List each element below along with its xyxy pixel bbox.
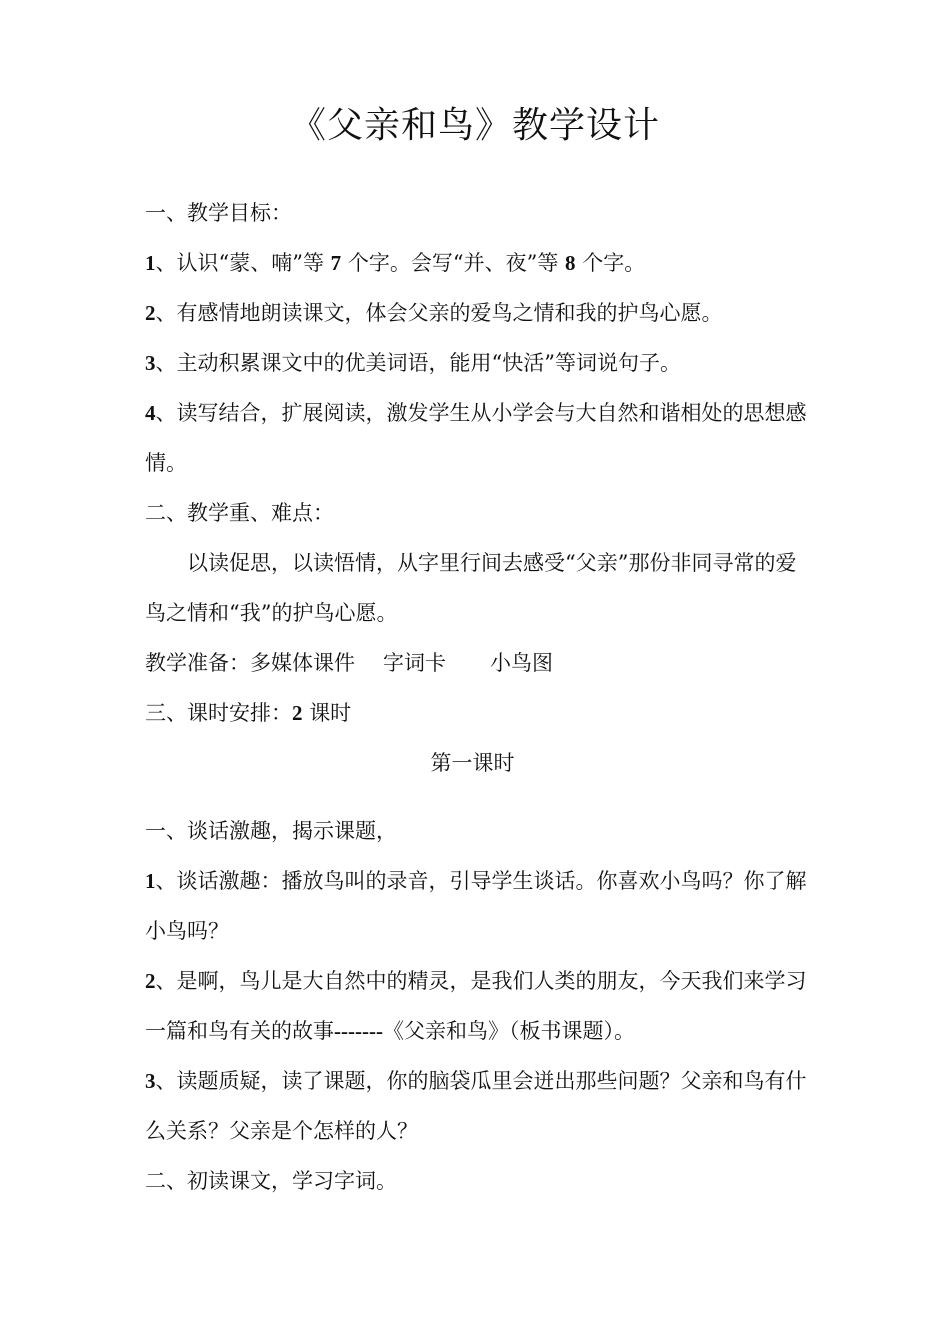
goal-number: 1: [145, 251, 156, 275]
step-item: [145, 1056, 810, 1156]
goal-number: 3: [145, 351, 156, 375]
goal-number: 4: [145, 401, 156, 425]
step-number: 3: [145, 1069, 156, 1093]
step-dashes: -------: [334, 1019, 383, 1043]
spacer: [145, 788, 810, 806]
step-number: 2: [145, 969, 156, 993]
preparation-label: 教学准备：: [145, 651, 250, 675]
step-item: [145, 956, 810, 1056]
schedule-label: 三、课时安排：: [145, 701, 292, 725]
document-body: [145, 188, 810, 1206]
goal-text-3: 个字。: [582, 251, 646, 275]
preparation-line: [145, 638, 810, 688]
schedule-count: 2: [292, 701, 303, 725]
goal-text: 、读写结合，扩展阅读，激发学生从小学会与大自然和谐相处的思想感情。: [145, 401, 807, 475]
preparation-item: 小鸟图: [490, 651, 553, 675]
key-points-content: 以读促思，以读悟情，从字里行间去感受“父亲”那份非同寻常的爱鸟之情和“我”的护鸟心愿。: [145, 551, 797, 625]
goal-item: [145, 338, 810, 388]
section-heading-goals: 一、教学目标：: [145, 201, 292, 225]
goal-text: 、有感情地朗读课文，体会父亲的爱鸟之情和我的护鸟心愿。: [155, 301, 723, 325]
goal-count-2: 8: [565, 251, 576, 275]
document-title: 《父亲和鸟》教学设计: [289, 105, 660, 146]
part-heading-intro: 一、谈话激趣，揭示课题，: [145, 819, 397, 843]
goal-item: [145, 388, 810, 488]
step-item: [145, 856, 810, 956]
section-heading-schedule: [145, 688, 810, 738]
goal-item: [145, 238, 810, 288]
step-text: 、读题质疑，读了课题，你的脑袋瓜里会迸出那些问题？父亲和鸟有什么关系？父亲是个怎样的人？: [145, 1069, 807, 1143]
preparation-item: 多媒体课件: [250, 651, 355, 675]
goal-count: 7: [330, 251, 342, 275]
section-heading-key-points: 二、教学重、难点：: [145, 501, 334, 525]
lesson-title: 第一课时: [430, 751, 515, 775]
part-heading-reading: 二、初读课文，学习字词。: [145, 1169, 397, 1193]
goal-number: 2: [145, 301, 156, 325]
step-text-2: 《父亲和鸟》（板书课题）。: [382, 1019, 635, 1043]
step-text: 、是啊，鸟儿是大自然中的精灵，是我们人类的朋友，今天我们来学习一篇和鸟有关的故事: [145, 969, 807, 1043]
step-text: 、谈话激趣：播放鸟叫的录音，引导学生谈话。你喜欢小鸟吗？你了解小鸟吗？: [145, 869, 807, 943]
step-number: 1: [145, 869, 156, 893]
goal-text-2: 个字。会写“并、夜”等: [347, 251, 559, 275]
preparation-item: 字词卡: [383, 651, 446, 675]
schedule-suffix: 课时: [309, 701, 352, 725]
goal-item: [145, 288, 810, 338]
goal-text: 、主动积累课文中的优美词语，能用“快活”等词说句子。: [155, 351, 681, 375]
goal-text: 、认识“蒙、喃”等: [155, 251, 324, 275]
